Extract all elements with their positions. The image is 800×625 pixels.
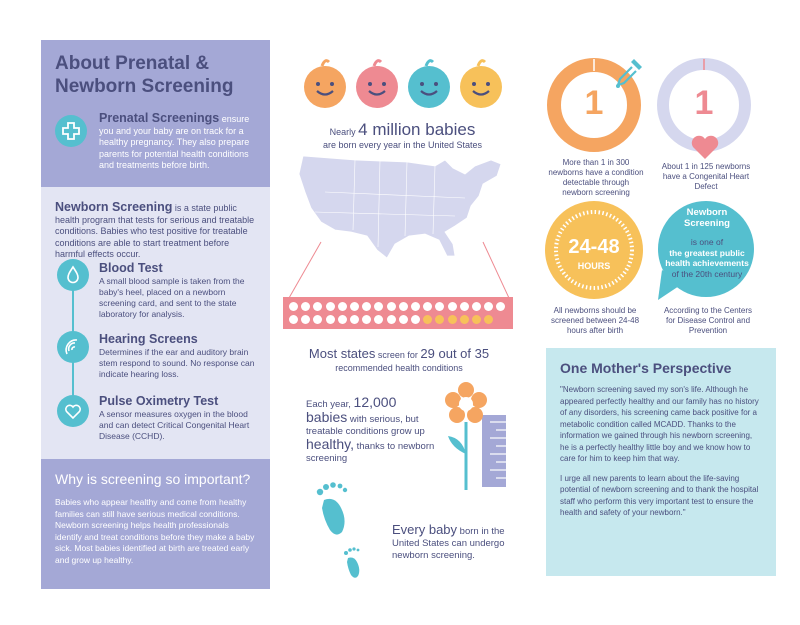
perspective-title: One Mother's Perspective xyxy=(560,360,732,376)
baby-face-icon xyxy=(459,57,503,109)
births-stat xyxy=(290,120,515,150)
blood-test-body: A small blood sample is taken from the baby's heel, placed on a newborn screening card, and sent to the state laboratory for analysis. xyxy=(99,276,245,319)
stat4-text xyxy=(664,208,750,279)
condition-dot-unscreened xyxy=(472,315,481,324)
newborn-body: is a state public health program that tests for serious and treatable conditions. Babies who test positive for treatable conditions are able to start treatment before harmful effects occur. xyxy=(55,203,255,259)
perspective-quote-2: I urge all new parents to learn about the life-saving potential of newborn screening and to thank the hospital staff who perform this very important test to ensure the health and safety of your newborn." xyxy=(560,473,759,517)
footprint-icon xyxy=(340,546,366,580)
condition-dot xyxy=(326,302,335,311)
each-year-mid: with serious, but treatable conditions grow up xyxy=(306,414,425,437)
blood-test-title: Blood Test xyxy=(99,261,163,275)
condition-dot xyxy=(435,302,444,311)
condition-dot xyxy=(362,302,371,311)
states-mid: screen for xyxy=(375,350,421,360)
blood-drop-icon xyxy=(57,259,89,291)
stat4-heading: Newborn Screening xyxy=(684,207,730,229)
conditions-dot-bar xyxy=(283,297,513,329)
states-big1: Most states xyxy=(308,346,376,361)
condition-dot-unscreened xyxy=(484,315,493,324)
prenatal-heading: Prenatal Screenings xyxy=(99,111,220,125)
hearing-screen-body: Determines if the ear and auditory brain stem respond to sound. No response can indicate hearing loss. xyxy=(99,347,255,379)
condition-dot xyxy=(362,315,371,324)
stat2-caption: About 1 in 125 newborns have a Congenital Heart Defect xyxy=(661,162,751,191)
stat3-caption: All newborns should be screened between 24-48 hours after birth xyxy=(550,306,640,335)
condition-dot xyxy=(411,315,420,324)
blood-test-item xyxy=(99,261,259,320)
each-year-number: 12,000 babies xyxy=(306,394,397,425)
newborn-heading: Newborn Screening xyxy=(55,200,173,214)
condition-dot xyxy=(313,302,322,311)
why-body: Babies who appear healthy and come from healthy families can still have serious medical conditions. Newborn screening helps health professionals identify and treat conditions before they make a baby sick. Most babies identified at birth are treated early and grow up healthy. xyxy=(55,497,255,565)
prenatal-panel xyxy=(41,40,270,187)
condition-dot xyxy=(484,302,493,311)
condition-dot xyxy=(374,315,383,324)
condition-dot xyxy=(326,315,335,324)
condition-dot xyxy=(387,302,396,311)
condition-dot xyxy=(411,302,420,311)
heart-icon xyxy=(57,395,89,427)
pulse-oximetry-body: A sensor measures oxygen in the blood and can detect Critical Congenital Heart Disease (CCHD). xyxy=(99,409,250,441)
mother-perspective xyxy=(546,348,776,576)
newborn-intro xyxy=(55,202,260,261)
prenatal-text xyxy=(99,113,260,172)
hearing-screen-title: Hearing Screens xyxy=(99,332,198,346)
condition-dot xyxy=(338,302,347,311)
condition-dot xyxy=(423,302,432,311)
stat4-line2: the greatest public health achievements xyxy=(665,247,749,268)
every-baby-rest: born in the United States can undergo newborn screening. xyxy=(392,526,505,561)
footprint-icon xyxy=(312,480,360,538)
prenatal-body: ensure you and your baby are on track for a healthy pregnancy. They also prepare parents for potential health conditions and treatments before birth. xyxy=(99,114,250,170)
condition-dot xyxy=(350,315,359,324)
prenatal-section xyxy=(55,113,260,172)
states-big2: 29 out of 35 xyxy=(420,346,490,361)
condition-dot xyxy=(387,315,396,324)
baby-face-icon xyxy=(407,57,451,109)
stat1-caption: More than 1 in 300 newborns have a condition detectable through newborn screening xyxy=(548,158,644,197)
dropper-icon xyxy=(612,55,646,89)
condition-dot xyxy=(399,315,408,324)
map-connector-lines xyxy=(283,240,515,300)
condition-dot xyxy=(399,302,408,311)
every-baby-big: Every baby xyxy=(392,522,458,537)
each-year-healthy: healthy, xyxy=(306,436,354,452)
births-number: 4 million babies xyxy=(358,120,476,139)
heart-icon xyxy=(690,134,720,160)
perspective-body xyxy=(560,384,762,519)
baby-faces xyxy=(303,57,503,113)
perspective-quote-1: "Newborn screening saved my son's life. Although he appeared perfectly healthy and our family has no history of any disorders, his screening came back positive for a metabolic condition called MCADD. Thanks to the information we gained through his newborn screening, he is a perfectly healthy little boy and we know how to care for him to keep him that way. xyxy=(560,385,759,463)
baby-face-icon xyxy=(355,57,399,109)
newborn-panel xyxy=(41,187,270,459)
baby-face-icon xyxy=(303,57,347,109)
stat2-number: 1 xyxy=(694,84,714,122)
condition-dot xyxy=(289,302,298,311)
stat4-line1: is one of xyxy=(690,237,724,247)
births-prefix: Nearly xyxy=(329,127,359,137)
every-baby-stat xyxy=(392,524,512,562)
condition-dot-unscreened xyxy=(423,315,432,324)
page-title: About Prenatal & Newborn Screening xyxy=(55,53,234,97)
medical-cross-icon xyxy=(55,115,87,147)
stat3-unit: HOURS xyxy=(577,261,611,271)
stat4-line3: of the 20th century xyxy=(671,268,743,279)
states-sub: recommended health conditions xyxy=(335,363,463,373)
flower-growth-icon xyxy=(442,382,508,492)
each-year-end: thanks to newborn screening xyxy=(306,441,435,464)
births-sub: are born every year in the United States xyxy=(322,140,483,150)
condition-dot-unscreened xyxy=(448,315,457,324)
why-panel xyxy=(41,459,270,589)
condition-dot xyxy=(313,315,322,324)
condition-dot xyxy=(350,302,359,311)
each-year-stat xyxy=(306,396,436,465)
pulse-oximetry-title: Pulse Oximetry Test xyxy=(99,394,219,408)
condition-dot xyxy=(460,302,469,311)
ear-icon xyxy=(57,331,89,363)
condition-dot xyxy=(448,302,457,311)
stat1-number: 1 xyxy=(584,84,604,122)
stat4-caption: According to the Centers for Disease Control and Prevention xyxy=(663,306,753,335)
condition-dot xyxy=(301,315,310,324)
each-year-prefix: Each year, xyxy=(306,399,354,410)
stat3-number: 24-48 xyxy=(568,236,620,258)
condition-dot xyxy=(301,302,310,311)
condition-dot-unscreened xyxy=(460,315,469,324)
condition-dot xyxy=(472,302,481,311)
condition-dot xyxy=(496,302,505,311)
pulse-oximetry-item xyxy=(99,394,259,442)
hearing-screen-item xyxy=(99,332,259,380)
condition-dot xyxy=(289,315,298,324)
states-stat xyxy=(285,345,513,373)
condition-dot xyxy=(338,315,347,324)
condition-dot xyxy=(374,302,383,311)
about-column xyxy=(41,40,270,589)
condition-dot-unscreened xyxy=(435,315,444,324)
why-title: Why is screening so important? xyxy=(55,471,251,487)
